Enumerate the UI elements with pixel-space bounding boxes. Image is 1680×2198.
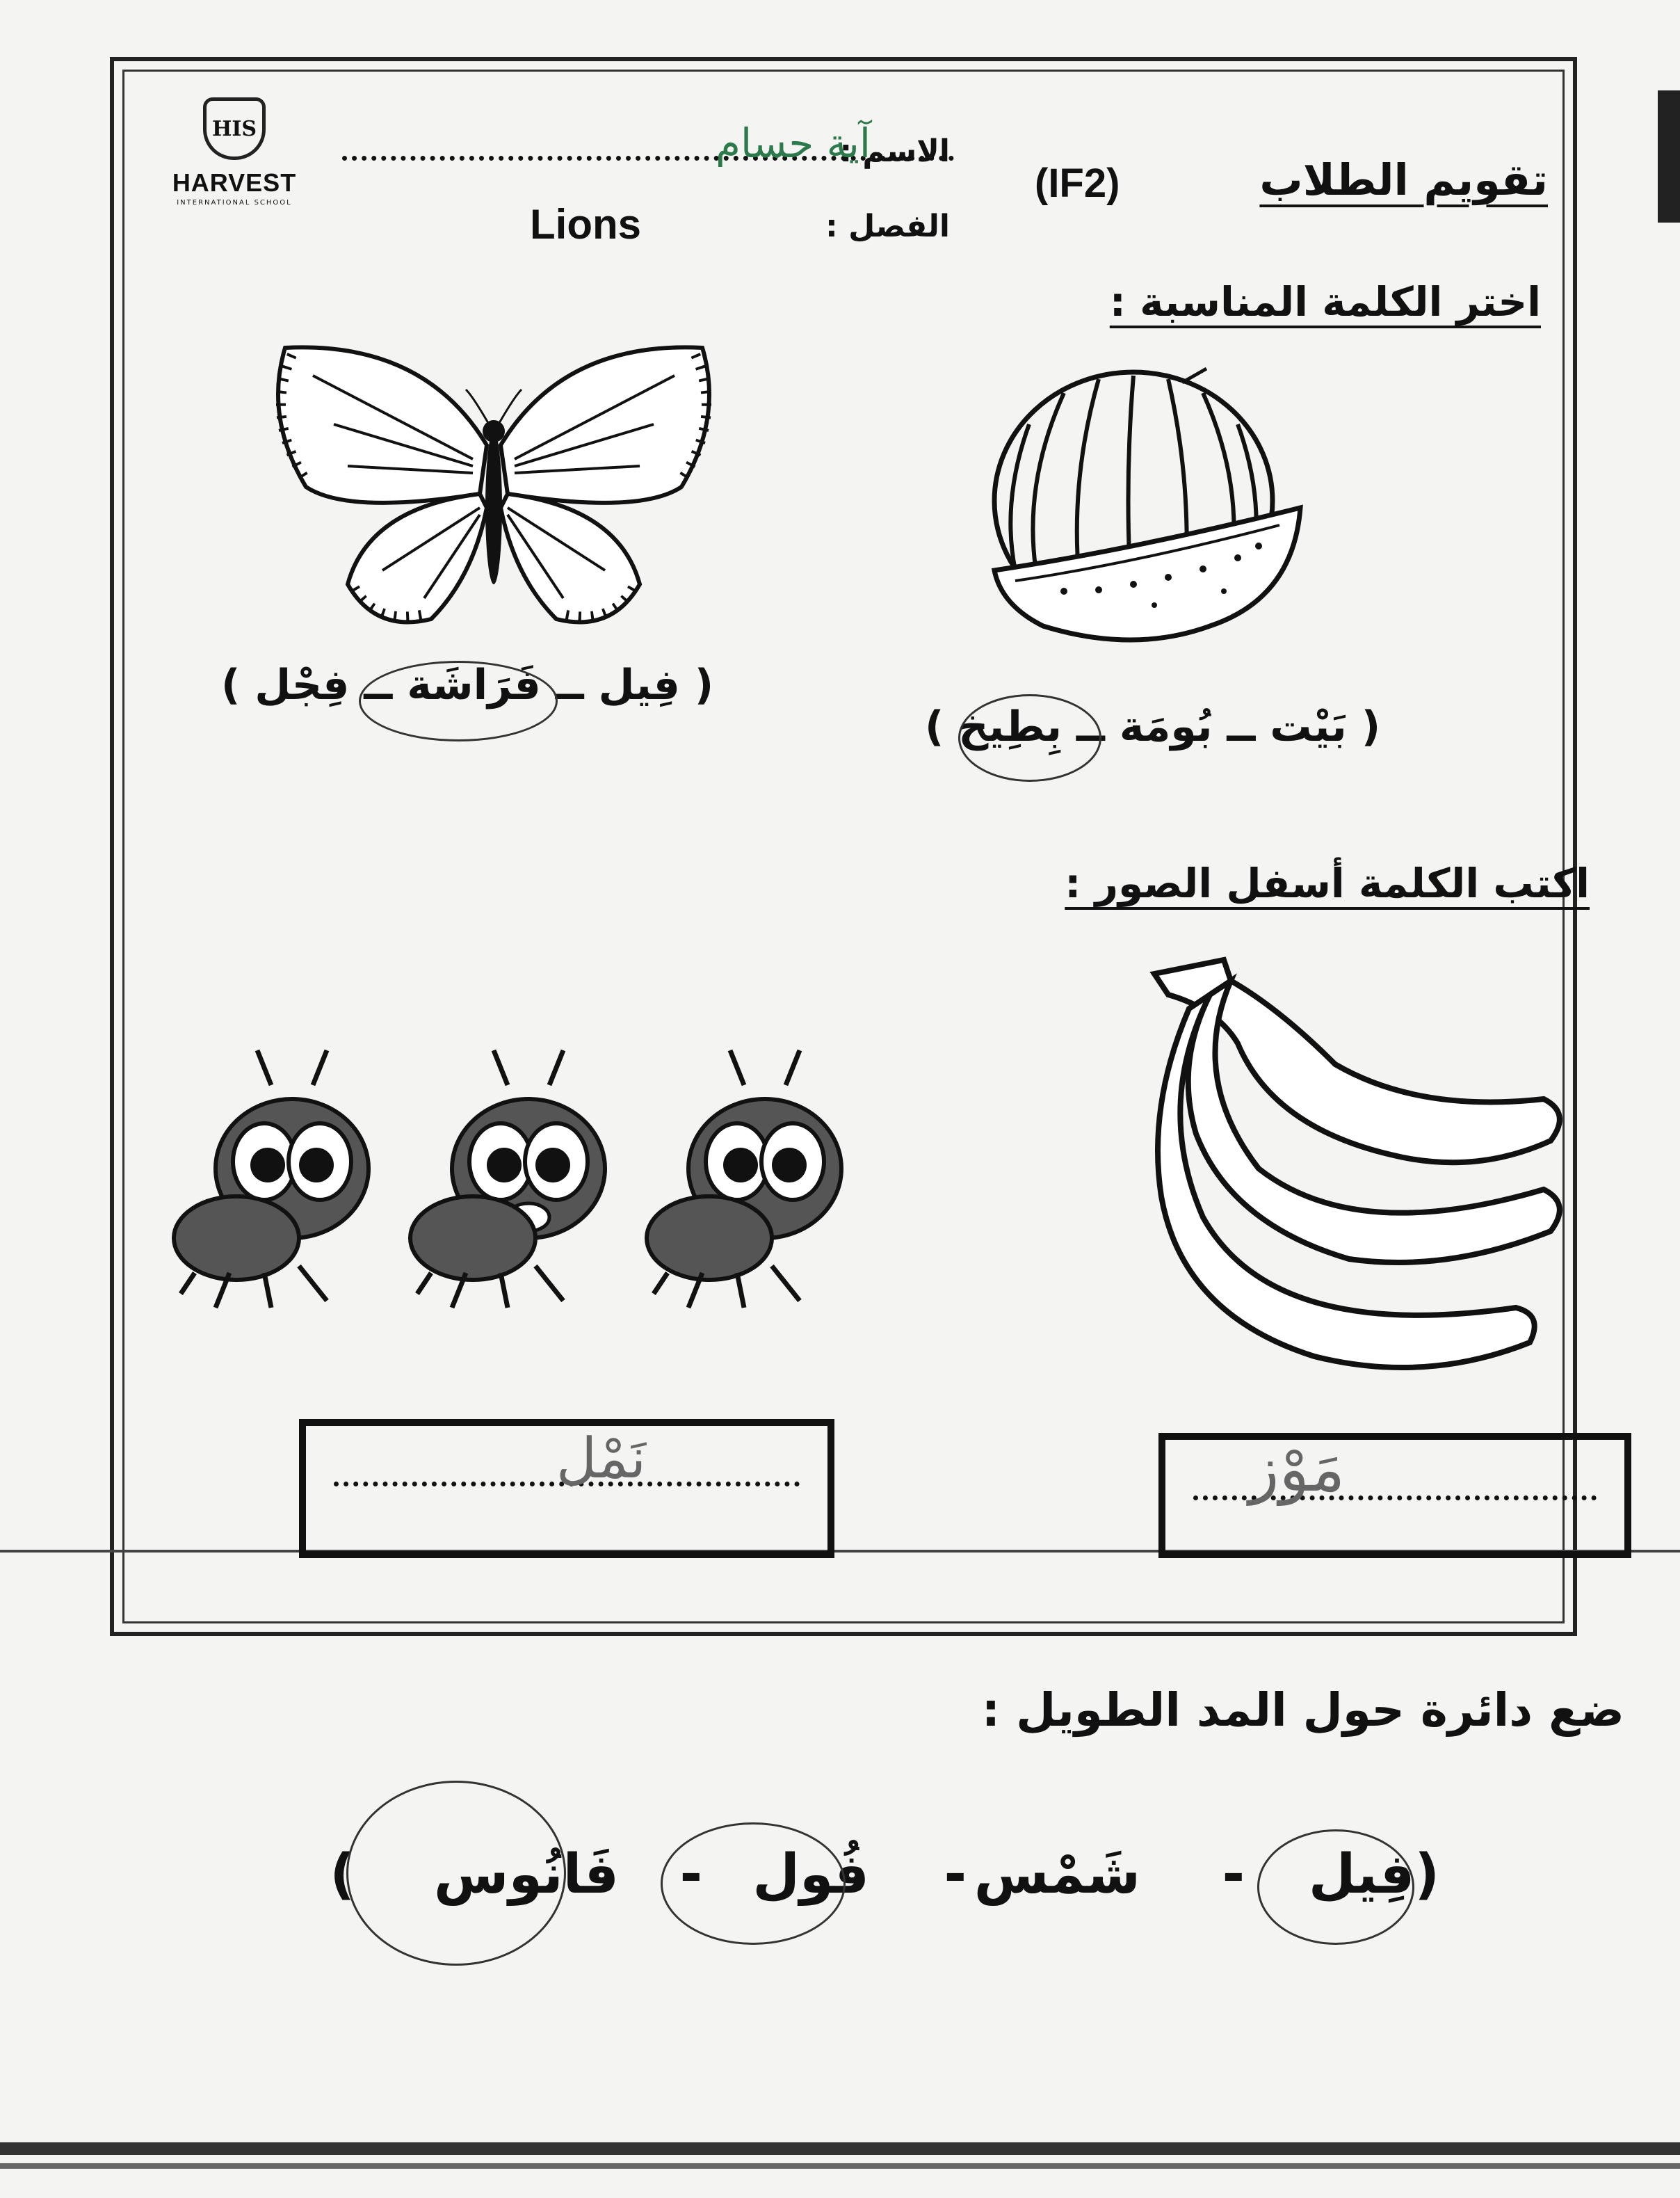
watermelon-options: ( بَيْت ــ بُومَة ــ بِطِيخ ) <box>925 703 1381 751</box>
bananas-answer-box[interactable] <box>1158 1433 1631 1558</box>
closing-paren: ) <box>330 1843 355 1906</box>
circle-feel <box>1257 1829 1414 1945</box>
circle-fanoos <box>346 1781 566 1966</box>
bananas-written-answer: مَوْز <box>1249 1433 1346 1506</box>
watermelon-answer-circle <box>958 694 1101 782</box>
bottom-page-edge <box>0 2142 1680 2155</box>
shield-icon: HIS <box>203 97 266 160</box>
student-name: آية حسام <box>716 120 871 167</box>
word-fool: فُول <box>752 1843 869 1906</box>
butterfly-answer-circle <box>359 661 558 741</box>
level-code: (IF2) <box>1035 161 1120 206</box>
school-logo <box>154 97 314 223</box>
ant-2 <box>410 1050 605 1308</box>
section3-instruction: ضع دائرة حول المد الطويل : <box>981 1683 1624 1737</box>
watermelon-image <box>974 369 1307 661</box>
page-title: تقويم الطلاب <box>1259 154 1548 205</box>
name-field <box>342 120 954 167</box>
ant-3 <box>647 1050 841 1308</box>
adjacent-page-edge <box>1658 90 1680 223</box>
separator-3: - <box>679 1843 702 1906</box>
separator-2: - <box>944 1843 967 1906</box>
butterfly-options: ( فِيل ــ فَرَاشَة ــ فِجْل ) <box>221 661 714 709</box>
ants-answer-box[interactable] <box>299 1419 834 1558</box>
name-label: الاسم : <box>839 134 950 169</box>
word-feel: (فِيل <box>1308 1843 1439 1906</box>
circle-fool <box>661 1822 846 1945</box>
bottom-page-edge-2 <box>0 2163 1680 2169</box>
separator-1: - <box>1222 1843 1245 1906</box>
section2-instruction: اكتب الكلمة أسفل الصور : <box>1065 860 1590 907</box>
butterfly-image <box>264 334 723 640</box>
bananas-image <box>1126 953 1572 1398</box>
word-fanoos: فَانُوس <box>433 1843 619 1906</box>
school-name: HARVEST <box>172 168 297 197</box>
section1-instruction: اختر الكلمة المناسبة : <box>1109 278 1541 326</box>
ant-1 <box>174 1050 369 1308</box>
ants-written-answer: نَمْل <box>556 1426 647 1491</box>
word-shams: شَمْس <box>974 1843 1140 1906</box>
ants-image <box>188 1043 911 1335</box>
class-value: Lions <box>530 201 641 248</box>
class-label: الفصل : <box>825 209 950 244</box>
school-subtitle: INTERNATIONAL SCHOOL <box>177 199 292 207</box>
